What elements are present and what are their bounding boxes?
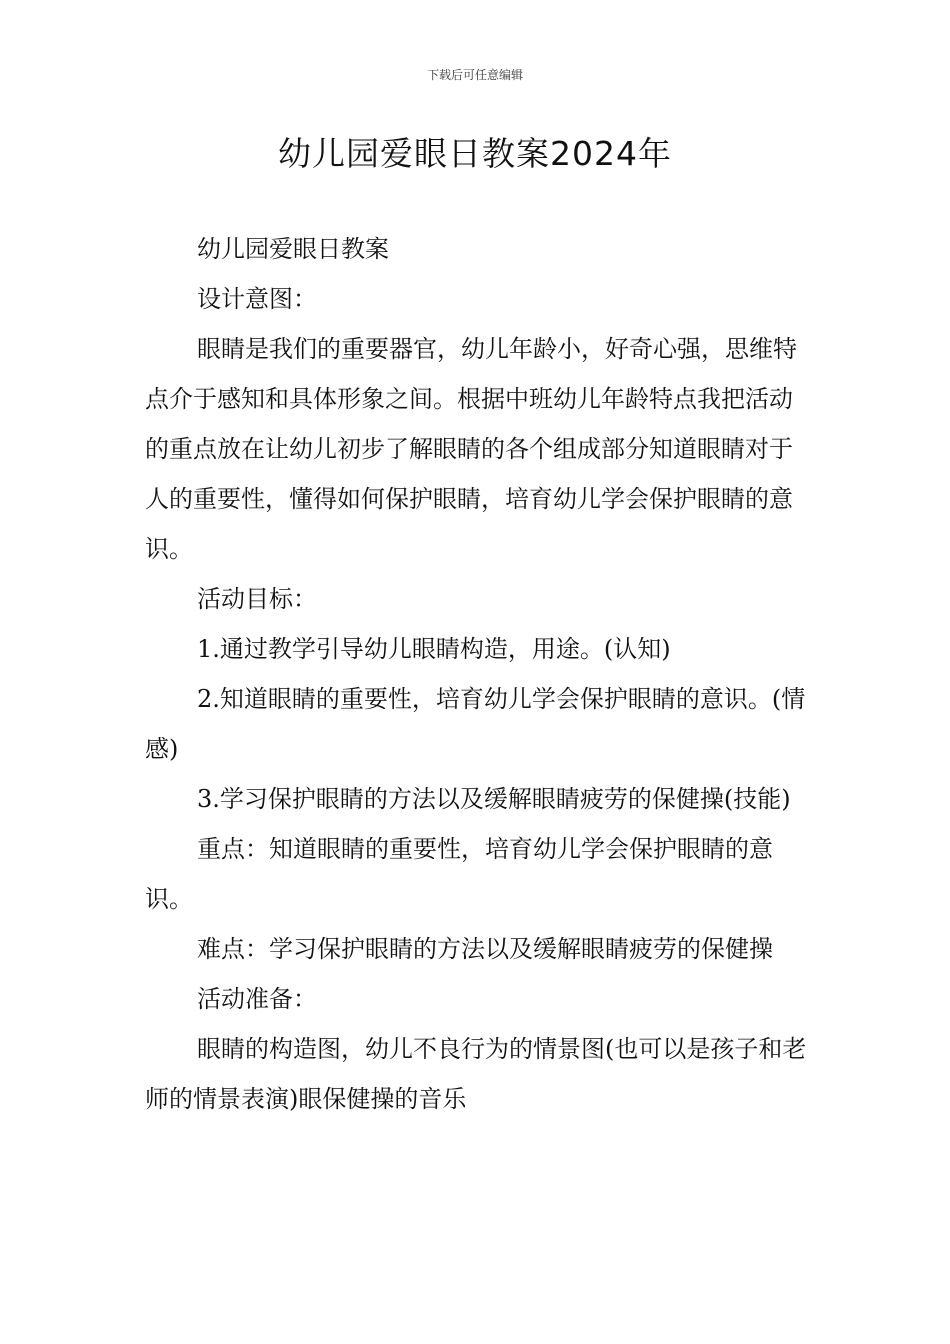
paragraph-design-intent-heading: 设计意图： (197, 285, 317, 313)
paragraph-key-point: 重点：知道眼睛的重要性，培育幼儿学会保护眼睛的意识。 (145, 835, 773, 913)
paragraph-subtitle: 幼儿园爱眼日教案 (197, 235, 389, 263)
paragraph-preparation-heading: 活动准备： (197, 985, 317, 1013)
paragraph-preparation: 眼睛的构造图，幼儿不良行为的情景图(也可以是孩子和老师的情景表演)眼保健操的音乐 (145, 1035, 807, 1113)
document-title: 幼儿园爱眼日教案2024年 (278, 134, 672, 173)
paragraph-goal-1: 1.通过教学引导幼儿眼睛构造，用途。(认知) (197, 635, 671, 663)
paragraph-goals-heading: 活动目标： (197, 585, 317, 613)
document-body (145, 224, 810, 1124)
paragraph-goal-2: 2.知道眼睛的重要性，培育幼儿学会保护眼睛的意识。(情感) (145, 685, 806, 763)
header-note: 下载后可任意编辑 (426, 68, 523, 82)
paragraph-design-intent: 眼睛是我们的重要器官，幼儿年龄小，好奇心强，思维特点介于感知和具体形象之间。根据中班幼儿年龄特点我把活动的重点放在让幼儿初步了解眼睛的各个组成部分知道眼睛对于人的重要性，懂得如何保护眼睛，培育幼儿学会保护眼睛的意识。 (145, 335, 797, 563)
paragraph-difficulty: 难点：学习保护眼睛的方法以及缓解眼睛疲劳的保健操 (197, 935, 773, 963)
paragraph-goal-3: 3.学习保护眼睛的方法以及缓解眼睛疲劳的保健操(技能) (197, 785, 791, 813)
